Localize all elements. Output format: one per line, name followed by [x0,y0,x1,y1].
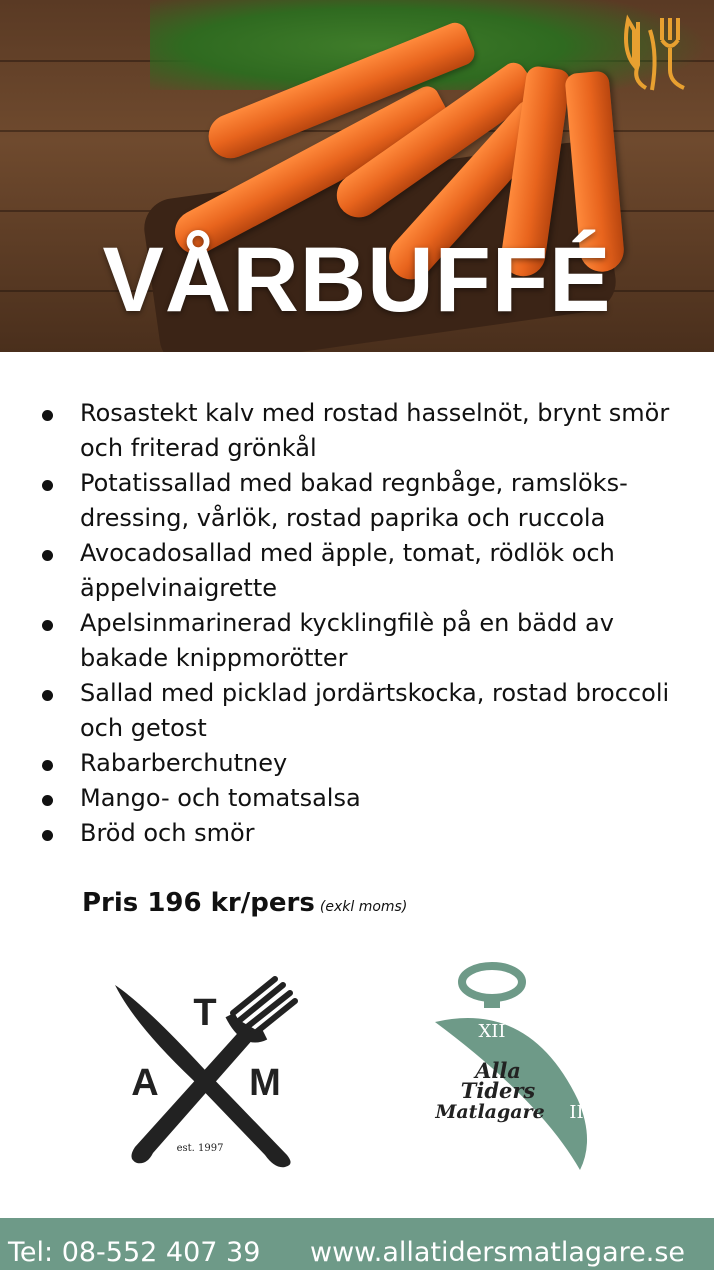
clock-name-line: Tiders [460,1078,536,1103]
list-item [42,536,692,606]
page-title: VÅRBUFFÉ [102,229,612,331]
menu-item-text: Potatissallad med bakad regnbåge, ramslöks-dressing, vårlök, rostad paprika och ruccola [80,469,628,532]
list-item [42,396,692,466]
list-item [42,781,692,816]
fork-and-knife-icon [622,10,692,95]
bullet-icon [42,760,53,771]
list-item [42,606,692,676]
list-item [42,746,692,781]
menu-item-text: Avocadosallad med äpple, tomat, rödlök och äppelvinaigrette [80,539,615,602]
footer-bar [0,1218,714,1270]
menu-item-text: Sallad med picklad jordärtskocka, rostad broccoli och getost [80,679,670,742]
atm-letter-m: M [249,1062,281,1104]
atm-letter-a: A [131,1062,159,1104]
bullet-icon [42,550,53,561]
clock-numeral-twelve: XII [478,1021,506,1042]
bullet-icon [42,690,53,701]
bullet-icon [42,410,53,421]
price-text: Pris 196 kr/pers [82,888,315,918]
price-line [82,888,407,918]
atm-logo [105,975,305,1175]
phone-number: Tel: 08-552 407 39 [8,1237,261,1268]
list-item [42,466,692,536]
list-item [42,676,692,746]
menu-item-text: Rabarberchutney [80,749,288,777]
clock-logo [420,960,610,1175]
bullet-icon [42,620,53,631]
atm-letter-t: T [193,992,217,1034]
bullet-icon [42,480,53,491]
clock-name-line: Alla [475,1058,521,1083]
bullet-icon [42,795,53,806]
price-note: (exkl moms) [319,899,408,915]
menu-item-text: Bröd och smör [80,819,255,847]
website-link[interactable]: www.allatidersmatlagare.se [310,1237,685,1268]
clock-name-line: Matlagare [435,1101,545,1123]
list-item [42,816,692,851]
menu-item-text: Apelsinmarinerad kycklingfilè på en bädd av bakade knippmorötter [80,609,614,672]
menu-item-text: Mango- och tomatsalsa [80,784,361,812]
menu-item-text: Rosastekt kalv med rostad hasselnöt, brynt smör och friterad grönkål [80,399,670,462]
bullet-icon [42,830,53,841]
hero-banner [0,0,714,352]
menu-list [42,396,692,851]
clock-numeral-three: III [569,1102,591,1123]
atm-established-text: est. 1997 [176,1143,224,1154]
